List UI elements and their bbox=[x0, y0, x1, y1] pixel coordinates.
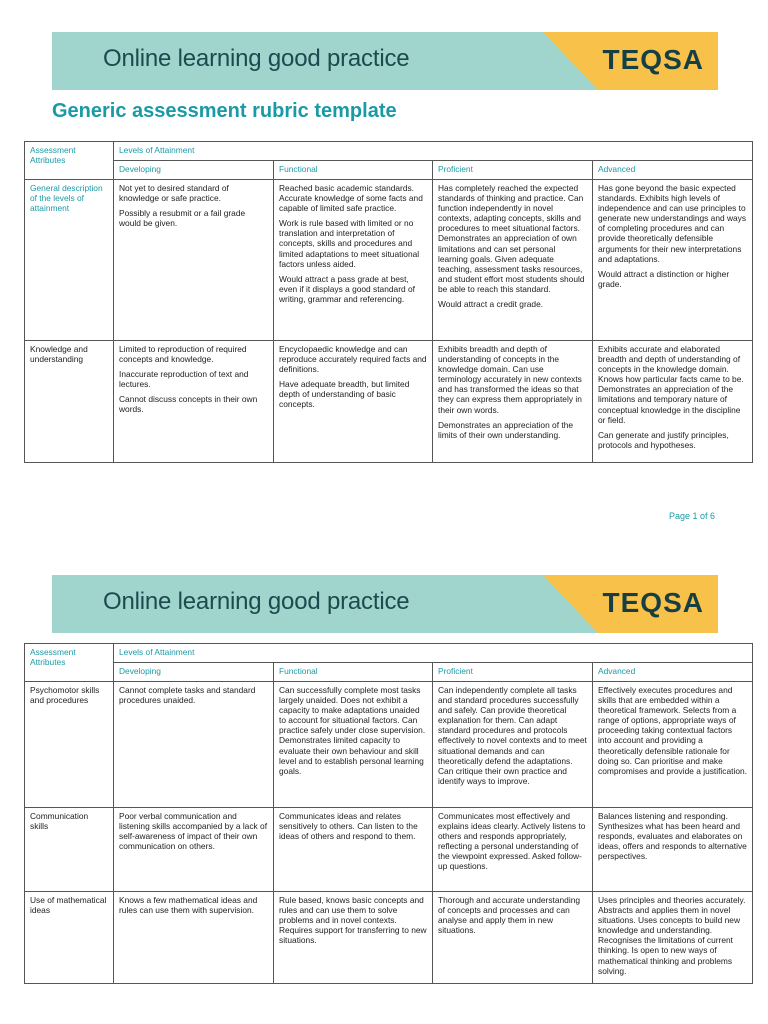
table-row bbox=[25, 341, 753, 463]
row-label: General description of the levels of attainment bbox=[25, 180, 114, 341]
page2-banner bbox=[52, 575, 718, 633]
cell-paragraph: Cannot complete tasks and standard procedures unaided. bbox=[119, 685, 256, 706]
header-levels-of-attainment: Levels of Attainment bbox=[114, 644, 753, 663]
cell-advanced bbox=[593, 180, 753, 341]
header-advanced: Advanced bbox=[593, 663, 753, 682]
cell-functional bbox=[274, 892, 433, 984]
rubric-table-page1 bbox=[24, 141, 753, 463]
cell-paragraph: Exhibits accurate and elaborated breadth and depth of understanding of concepts in the knowledge domain. Knows how particular facts came to be. Demonstrates an appreciation of the limitations and temporary nature of conceptual knowledge in the discipline or field. bbox=[598, 344, 744, 425]
cell-functional bbox=[274, 180, 433, 341]
cell-paragraph: Communicates most effectively and explains ideas clearly. Actively listens to others and responds appropriately, reflecting a personal understanding of the viewpoint expressed. Asked follow-up questions. bbox=[438, 811, 586, 872]
row-label: Psychomotor skills and procedures bbox=[25, 682, 114, 808]
cell-paragraph: Uses principles and theories accurately. Abstracts and applies them in novel situations. Uses concepts to build new knowledge and understanding. Recognises the limitations of current thinking. Is open to new ways of mathematical thinking and problems solving. bbox=[598, 895, 746, 976]
cell-paragraph: Reached basic academic standards. Accurate knowledge of some facts and capable of limited safe practice. bbox=[279, 183, 423, 214]
cell-paragraph: Not yet to desired standard of knowledge or safe practice. bbox=[119, 183, 229, 204]
cell-paragraph: Would attract a pass grade at best, even if it displays a good standard of writing, grammar and referencing. bbox=[279, 273, 415, 304]
banner-title: Online learning good practice bbox=[103, 588, 410, 615]
header-functional: Functional bbox=[274, 161, 433, 180]
page-number: Page 1 of 6 bbox=[669, 511, 716, 521]
cell-proficient bbox=[433, 808, 593, 892]
cell-functional bbox=[274, 682, 433, 808]
header-levels-of-attainment: Levels of Attainment bbox=[114, 142, 753, 161]
header-functional: Functional bbox=[274, 663, 433, 682]
banner-title: Online learning good practice bbox=[103, 45, 410, 72]
cell-paragraph: Can generate and justify principles, protocols and hypotheses. bbox=[598, 429, 729, 450]
cell-developing bbox=[114, 682, 274, 808]
header-proficient: Proficient bbox=[433, 663, 593, 682]
cell-paragraph: Inaccurate reproduction of text and lectures. bbox=[119, 369, 249, 390]
rubric-table-page2 bbox=[24, 643, 753, 984]
header-developing: Developing bbox=[114, 161, 274, 180]
cell-paragraph: Encyclopaedic knowledge and can reproduce accurately required facts and definitions. bbox=[279, 344, 427, 375]
cell-functional bbox=[274, 808, 433, 892]
cell-paragraph: Have adequate breadth, but limited depth of understanding of basic concepts. bbox=[279, 379, 410, 410]
cell-paragraph: Possibly a resubmit or a fail grade would be given. bbox=[119, 208, 246, 229]
cell-paragraph: Thorough and accurate understanding of concepts and processes and can analyse and apply them in new situations. bbox=[438, 895, 581, 936]
teqsa-logo: TEQSA bbox=[602, 44, 704, 75]
cell-developing bbox=[114, 808, 274, 892]
header-proficient: Proficient bbox=[433, 161, 593, 180]
cell-paragraph: Has gone beyond the basic expected standards. Exhibits high levels of independence and can use principles to generate new understandings and ways of completing procedures and can provide theoretically defensible arguments for their new interpretations and adaptations. bbox=[598, 183, 747, 264]
cell-proficient bbox=[433, 341, 593, 463]
cell-paragraph: Exhibits breadth and depth of understanding of concepts in the knowledge domain. Can use terminology accurately in new contexts and has transformed the ideas so that they can express them appropriately in their own words. bbox=[438, 344, 582, 415]
cell-paragraph: Cannot discuss concepts in their own words. bbox=[119, 394, 258, 415]
header-advanced: Advanced bbox=[593, 161, 753, 180]
cell-paragraph: Balances listening and responding. Synthesizes what has been heard and responds, evaluates and elaborates on ideas, offers and responds to alternative perspectives. bbox=[598, 811, 747, 862]
cell-paragraph: Effectively executes procedures and skills that are embedded within a theoretical framework. Selects from a range of options, appropriate ways of proceeding taking contextual factors into account and providing a theoretically defensible rationale for doing so. Can prioritise and make compromises and provide a justification. bbox=[598, 685, 747, 776]
cell-paragraph: Limited to reproduction of required concepts and knowledge. bbox=[119, 344, 247, 365]
header-assessment-attributes: Assessment Attributes bbox=[25, 142, 114, 180]
page1-banner bbox=[52, 32, 718, 90]
cell-proficient bbox=[433, 682, 593, 808]
cell-proficient bbox=[433, 892, 593, 984]
table-row bbox=[25, 180, 753, 341]
cell-proficient bbox=[433, 180, 593, 341]
cell-paragraph: Work is rule based with limited or no translation and interpretation of concepts, skills and procedures and limited adaptations to meet situational factors unless aided. bbox=[279, 218, 420, 269]
teqsa-logo: TEQSA bbox=[602, 587, 704, 618]
cell-paragraph: Communicates ideas and relates sensitively to others. Can listen to the ideas of others and respond to them. bbox=[279, 811, 418, 842]
table-row bbox=[25, 682, 753, 808]
table-row bbox=[25, 808, 753, 892]
cell-developing bbox=[114, 341, 274, 463]
cell-paragraph: Poor verbal communication and listening skills accompanied by a lack of self-awareness of impact of their own communication on others. bbox=[119, 811, 268, 852]
row-label: Knowledge and understanding bbox=[25, 341, 114, 463]
cell-functional bbox=[274, 341, 433, 463]
cell-advanced bbox=[593, 341, 753, 463]
cell-paragraph: Has completely reached the expected standards of thinking and practice. Can function independently in novel contexts, adapting concepts, skills and procedures to meet situational factors. Demonstrates an appreciation of own limitations and can set personal learning goals. Given adequate teaching, assessment tasks resources, and student effort most students should be able to reach this standard. bbox=[438, 183, 585, 294]
row-label: Use of mathematical ideas bbox=[25, 892, 114, 984]
cell-developing bbox=[114, 892, 274, 984]
cell-paragraph: Would attract a distinction or higher grade. bbox=[598, 268, 730, 289]
cell-advanced bbox=[593, 892, 753, 984]
document-title: Generic assessment rubric template bbox=[52, 100, 397, 122]
header-developing: Developing bbox=[114, 663, 274, 682]
cell-paragraph: Rule based, knows basic concepts and rules and can use them to solve problems and in novel contexts. Requires support for transferring to new situations. bbox=[279, 895, 427, 946]
cell-advanced bbox=[593, 808, 753, 892]
cell-paragraph: Can independently complete all tasks and standard procedures successfully and safely. Can provide theoretical explanation for them. Can adapt standard procedures and protocols effectively to novel contexts and to meet situational demands and can theoretically defend the adaptations. Can critique their own practice and identify ways to improve. bbox=[438, 685, 587, 786]
table-row bbox=[25, 892, 753, 984]
cell-advanced bbox=[593, 682, 753, 808]
header-assessment-attributes: Assessment Attributes bbox=[25, 644, 114, 682]
cell-paragraph: Demonstrates an appreciation of the limits of their own understanding. bbox=[438, 419, 574, 440]
row-label: Communication skills bbox=[25, 808, 114, 892]
cell-developing bbox=[114, 180, 274, 341]
cell-paragraph: Knows a few mathematical ideas and rules can use them with supervision. bbox=[119, 895, 258, 916]
cell-paragraph: Would attract a credit grade. bbox=[438, 299, 544, 310]
cell-paragraph: Can successfully complete most tasks largely unaided. Does not exhibit a capacity to make adaptations unaided to account for situational factors. Can practice safely under close supervision. Demonstrates limited capacity to evaluate their own behaviour and skill level and to establish personal learning goals. bbox=[279, 685, 426, 776]
